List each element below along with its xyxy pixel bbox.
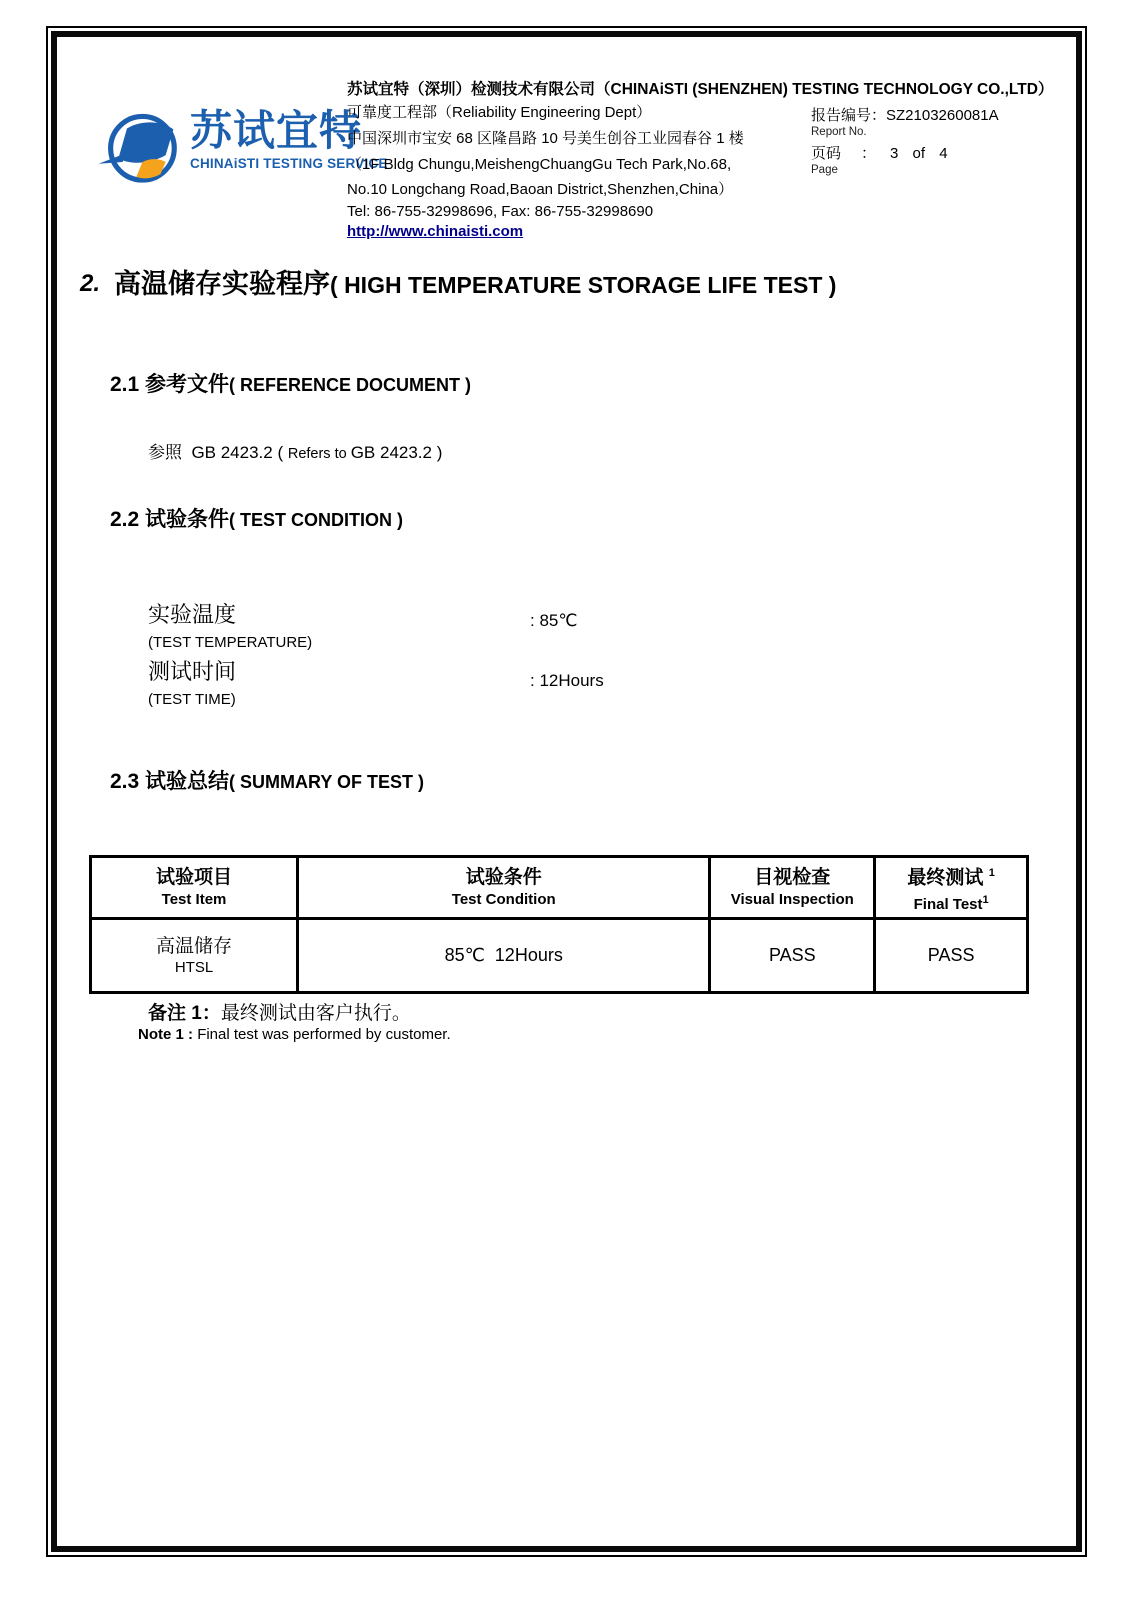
header-visual-inspection-cn: 目视检查 bbox=[754, 867, 831, 888]
address-en-1: （1F Bldg Chungu,MeishengChuangGu Tech Park,No.68, bbox=[347, 156, 732, 173]
header-test-item-en: Test Item bbox=[161, 891, 227, 908]
header-visual-inspection-en: Visual Inspection bbox=[730, 891, 854, 908]
test-time-label-en: (TEST TIME) bbox=[148, 691, 236, 708]
header-test-condition-cn: 试验条件 bbox=[465, 867, 542, 888]
note-cn-text: 最终测试由客户执行。 bbox=[220, 1003, 411, 1024]
reference-document-text bbox=[148, 438, 442, 463]
header-final-test-en-text: Final Test bbox=[913, 895, 983, 913]
section-2-3-title bbox=[110, 765, 424, 795]
header-final-test-cn-text: 最终测试 bbox=[907, 867, 989, 889]
test-temperature-label-en: (TEST TEMPERATURE) bbox=[148, 634, 313, 651]
test-time-label-cn: 测试时间 bbox=[148, 659, 237, 684]
section-2-2-title-cn: 2.2 试验条件 bbox=[110, 508, 230, 531]
brand-name-en: CHINAiSTI TESTING SERVICE bbox=[190, 156, 388, 172]
cell-test-item bbox=[91, 919, 298, 993]
company-logo bbox=[96, 108, 388, 190]
section-2-2-title-en: ( TEST CONDITION ) bbox=[229, 510, 404, 530]
website-link[interactable]: http://www.chinaisti.com bbox=[347, 223, 524, 240]
reference-end: GB 2423.2 ) bbox=[350, 443, 443, 462]
test-temperature-value: : 85℃ bbox=[530, 611, 578, 630]
dept-line: 可靠度工程部（Reliability Engineering Dept） bbox=[347, 104, 652, 121]
test-time-label bbox=[148, 660, 236, 708]
section-2-title bbox=[80, 262, 836, 301]
section-2-1-title bbox=[110, 368, 471, 398]
reference-main: 参照 GB 2423.2 ( bbox=[148, 443, 288, 462]
header-final-test-en-sup: 1 bbox=[982, 893, 989, 906]
brand-name-cn: 苏试宜特 bbox=[190, 107, 363, 154]
page-colon: ： bbox=[861, 145, 877, 162]
address-en-2: No.10 Longchang Road,Baoan District,Shenzhen,China） bbox=[347, 181, 734, 198]
header-test-item-cn: 试验项目 bbox=[156, 867, 233, 888]
reference-small: Refers to bbox=[287, 446, 351, 462]
note-en-label: Note 1 : bbox=[138, 1026, 198, 1043]
page-row bbox=[811, 144, 1061, 163]
section-2-title-cn: 高温储存实验程序 bbox=[114, 269, 331, 299]
report-no-label-en: Report No. bbox=[811, 126, 867, 138]
table-header-row bbox=[91, 857, 1028, 919]
note-cn bbox=[148, 998, 411, 1025]
test-time-value: : 12Hours bbox=[530, 671, 604, 690]
section-2-title-en: ( HIGH TEMPERATURE STORAGE LIFE TEST ) bbox=[330, 272, 837, 298]
note-en-text: Final test was performed by customer. bbox=[197, 1026, 451, 1043]
tel-fax-line: Tel: 86-755-32998696, Fax: 86-755-32998690 bbox=[347, 203, 654, 220]
cell-test-item-cn: 高温储存 bbox=[156, 935, 233, 957]
chinaisti-logo-icon bbox=[96, 110, 182, 190]
header-final-test-cn-sup: 1 bbox=[988, 867, 995, 880]
report-no-label-cn: 报告编号： bbox=[811, 107, 887, 124]
section-2-1-title-cn: 2.1 参考文件 bbox=[110, 373, 230, 396]
report-no-value: SZ2103260081A bbox=[886, 107, 999, 124]
company-name-line: 苏试宜特（深圳）检测技术有限公司（CHINAiSTI (SHENZHEN) TESTING TECHNOLOGY CO.,LTD） bbox=[347, 81, 1054, 98]
test-temperature-label bbox=[148, 603, 312, 651]
summary-table bbox=[89, 855, 1029, 994]
section-2-3-title-cn: 2.3 试验总结 bbox=[110, 770, 230, 793]
table-row bbox=[91, 919, 1028, 993]
header-final-test bbox=[875, 857, 1028, 919]
page-label-cn: 页码 bbox=[811, 145, 842, 162]
cell-test-condition: 85℃ 12Hours bbox=[298, 919, 710, 993]
note-en bbox=[138, 1026, 451, 1043]
note-cn-label: 备注 1： bbox=[148, 1003, 221, 1024]
cell-test-item-en: HTSL bbox=[174, 958, 214, 976]
section-2-2-title bbox=[110, 503, 403, 533]
section-2-3-title-en: ( SUMMARY OF TEST ) bbox=[229, 772, 425, 792]
page-label-en: Page bbox=[811, 164, 838, 176]
cell-visual-inspection: PASS bbox=[710, 919, 875, 993]
section-2-1-title-en: ( REFERENCE DOCUMENT ) bbox=[229, 375, 472, 395]
section-2-number: 2. bbox=[80, 270, 101, 297]
header-final-test-cn bbox=[876, 861, 1026, 890]
header-visual-inspection bbox=[710, 857, 875, 919]
report-info bbox=[811, 106, 1061, 182]
test-temperature-label-cn: 实验温度 bbox=[148, 602, 237, 627]
report-no-row bbox=[811, 106, 1061, 125]
header-test-condition bbox=[298, 857, 710, 919]
page-value: 3 of 4 bbox=[890, 145, 948, 162]
header-test-condition-en: Test Condition bbox=[451, 891, 556, 908]
cell-final-test: PASS bbox=[875, 919, 1028, 993]
header-test-item bbox=[91, 857, 298, 919]
address-cn: 中国深圳市宝安 68 区隆昌路 10 号美生创谷工业园春谷 1 楼 bbox=[347, 130, 744, 147]
header-final-test-en bbox=[876, 891, 1026, 914]
